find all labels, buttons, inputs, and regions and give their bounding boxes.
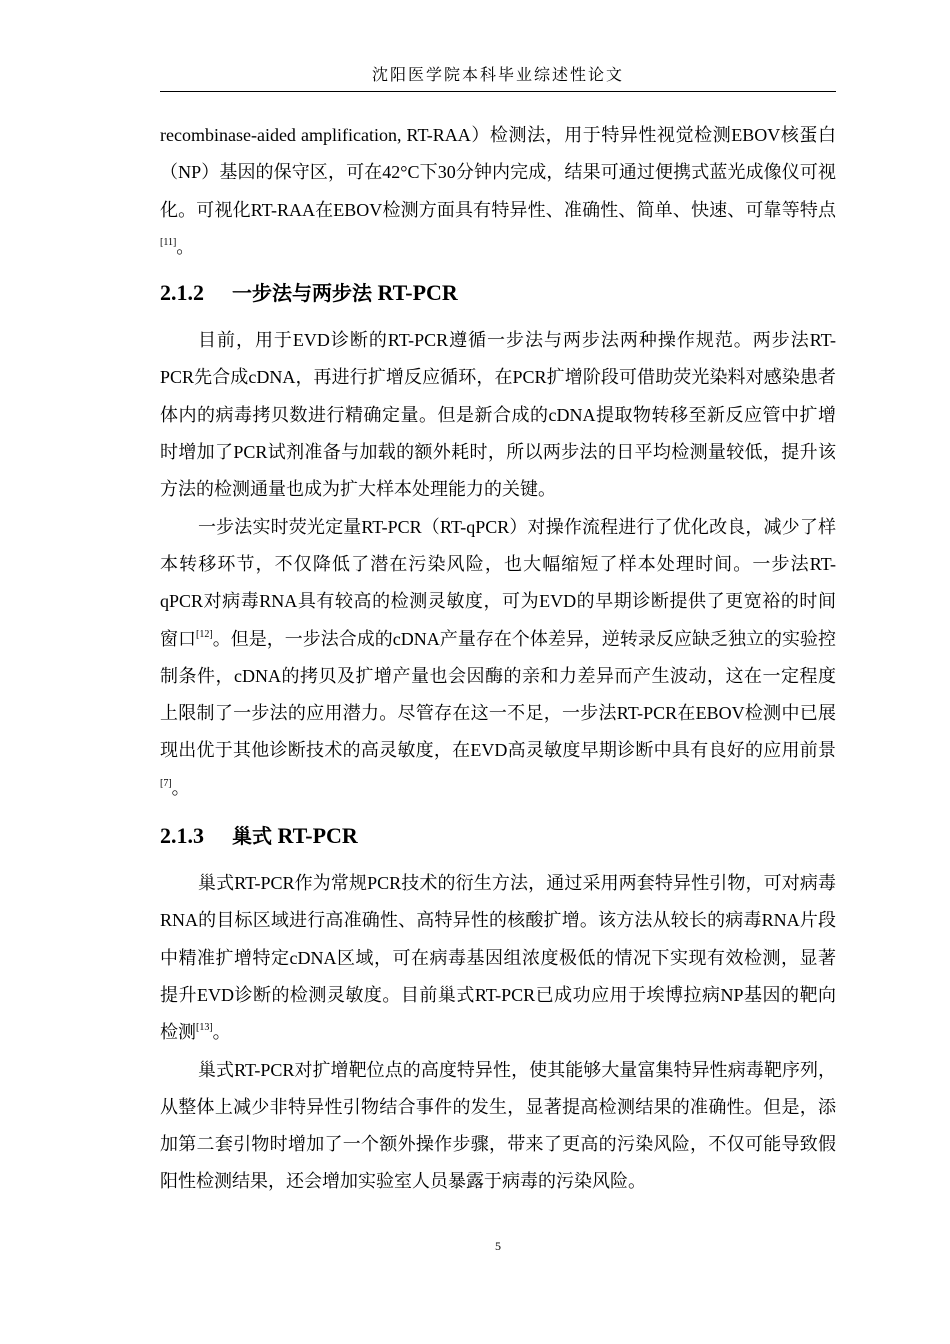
running-header: 沈阳医学院本科毕业综述性论文 [371,67,624,84]
paragraph-one-step-text-b: 。但是，一步法合成的cDNA产量存在个体差异，逆转录反应缺乏独立的实验控制条件，cDNA的拷贝及扩增产量也会因酶的亲和力差异而产生波动，这在一定程度上限制了一步法的应用潜力。尽管存在这一不足，一步法RT-PCR在EBOV检测中已展现出优于其他诊断技术的高灵敏度，在EVD高灵敏度早期诊断中具有良好的应用前景 [160,628,837,761]
section-title-latin: RT-PCR [372,280,458,306]
header-rule [160,91,836,92]
section-heading-2-1-3 [160,821,836,851]
section-heading-2-1-2 [160,278,836,308]
paragraph-one-step [160,509,836,807]
paragraph-nested-specificity: 巢式RT-PCR对扩增靶位点的高度特异性，使其能够大量富集特异性病毒靶序列，从整体上减少非特异性引物结合事件的发生，显著提高检测结果的准确性。但是，添加第二套引物时增加了一个额外操作步骤，带来了更高的污染风险，不仅可能导致假阳性检测结果，还会增加实验室人员暴露于病毒的污染风险。 [160,1059,836,1192]
citation-13: [13] [196,1022,213,1034]
document-body [160,117,836,1201]
section-title [232,821,358,851]
paragraph-two-step: 目前，用于EVD诊断的RT-PCR遵循一步法与两步法两种操作规范。两步法RT-PCR先合成cDNA，再进行扩增反应循环，在PCR扩增阶段可借助荧光染料对感染患者体内的病毒拷贝数进行精确定量。但是新合成的cDNA提取物转移至新反应管中扩增时增加了PCR试剂准备与加载的额外耗时，所以两步法的日平均检测量较低，提升该方法的检测通量也成为扩大样本处理能力的关键。 [160,330,836,500]
section-title [232,278,458,308]
paragraph-one-step-end: 。 [171,777,190,798]
paragraph-nested-intro-end: 。 [212,1022,231,1043]
paragraph-nested-intro [160,865,836,1051]
page-number: 5 [495,1239,501,1253]
section-title-cn: 一步法与两步法 [232,281,372,306]
section-title-cn: 巢式 [232,824,272,849]
citation-11: [11] [160,236,177,248]
intro-paragraph-end: 。 [176,236,195,257]
citation-12: [12] [196,628,213,640]
paragraph-one-step-text-a: 一步法实时荧光定量RT-PCR（RT-qPCR）对操作流程进行了优化改良，减少了样本转移环节，不仅降低了潜在污染风险，也大幅缩短了样本处理时间。一步法RT-qPCR对病毒RNA具有较高的检测灵敏度，可为EVD的早期诊断提供了更宽裕的时间窗口 [160,516,836,649]
section-number: 2.1.3 [160,823,204,849]
section-title-latin: RT-PCR [272,823,358,849]
section-number: 2.1.2 [160,280,204,306]
paragraph-nested-intro-text: 巢式RT-PCR作为常规PCR技术的衍生方法，通过采用两套特异性引物，可对病毒RNA的目标区域进行高准确性、高特异性的核酸扩增。该方法从较长的病毒RNA片段中精准扩增特定cDNA区域，可在病毒基因组浓度极低的情况下实现有效检测，显著提升EVD诊断的检测灵敏度。目前巢式RT-PCR已成功应用于埃博拉病NP基因的靶向检测 [160,873,836,1043]
intro-paragraph-text: recombinase-aided amplification, RT-RAA）检测法，用于特异性视觉检测EBOV核蛋白（NP）基因的保守区，可在42°C下30分钟内完成，结果可通过便携式蓝光成像仪可视化。可视化RT-RAA在EBOV检测方面具有特异性、准确性、简单、快速、可靠等特点 [160,125,836,220]
citation-7: [7] [160,777,172,789]
intro-paragraph [160,117,836,266]
